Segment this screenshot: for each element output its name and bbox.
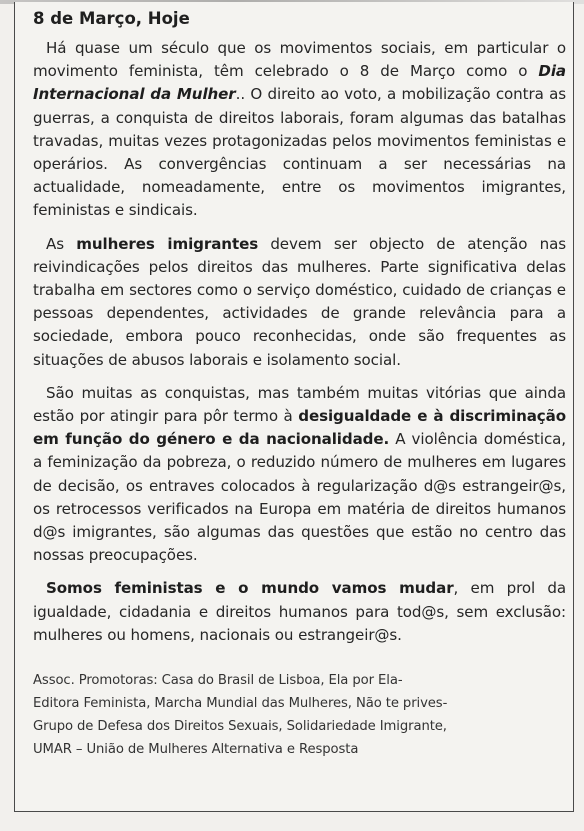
- article-title: 8 de Março, Hoje: [33, 9, 190, 28]
- paragraph-2: [33, 233, 566, 372]
- paragraph-4-text-c: , em prol da igualdade, cidadania e direitos humanos para tod@s, sem exclusão: mulheres ou homens, nacionais ou estrangeir@s.: [33, 579, 566, 644]
- paragraph-2-text-a: As: [46, 234, 77, 253]
- paragraph-1-text-c: .. O direito ao voto, a mobilização contra as guerras, a conquista de direitos laborais, foram algumas das batalhas travadas, muitas vezes protagonizadas pelos movimentos feministas e operários. As convergências continuam a ser necessárias na actualidade, nomeadamente, entre os movimentos imigrantes, feministas e sindicais.: [33, 85, 566, 220]
- paragraph-4-emphasis: Somos feministas e o mundo vamos mudar: [46, 579, 454, 598]
- paragraph-2-emphasis: mulheres imigrantes: [76, 234, 259, 253]
- promoters-line: Assoc. Promotoras: Casa do Brasil de Lisboa, Ela por Ela-: [33, 673, 403, 689]
- paragraph-4: [33, 577, 566, 647]
- paragraph-3-text-a: São muitas as conquistas, mas também muitas vitórias que ainda estão por atingir para pôr termo à: [33, 383, 566, 426]
- paragraph-2-text-c: devem ser objecto de atenção nas reivindicações pelos direitos das mulheres. Parte significativa delas trabalha em sectores como o serviço doméstico, cuidado de crianças e pessoas dependentes, actividades de grande relevância para a sociedade, embora pouco reconhecidas, onde são frequentes as situações de abusos laborais e isolamento social.: [33, 234, 566, 369]
- paragraph-1-text-a: Há quase um século que os movimentos sociais, em particular o movimento feminista, têm celebrado o 8 de Março como o: [33, 39, 566, 81]
- paragraph-3-emphasis: desigualdade e à discriminação em função do género e da nacionalidade.: [33, 407, 566, 449]
- paragraph-1: [33, 37, 566, 223]
- paragraph-3: [33, 382, 566, 568]
- paragraph-1-emphasis: Dia Internacional da Mulher: [33, 62, 566, 104]
- promoters-line: Editora Feminista, Marcha Mundial das Mulheres, Não te prives-: [33, 696, 448, 712]
- paragraph-3-text-c: A violência doméstica, a feminização da pobreza, o reduzido número de mulheres em lugares de decisão, os entraves colocados à regularização d@s estrangeir@s, os retrocessos verificados na Europa em matéria de direitos humanos d@s imigrantes, são algumas das questões que estão no centro das nossas preocupações.: [33, 430, 566, 565]
- promoters-line: UMAR – União de Mulheres Alternativa e Resposta: [33, 742, 359, 758]
- promoters-list: [33, 669, 566, 761]
- article: [33, 8, 566, 761]
- promoters-line: Grupo de Defesa dos Direitos Sexuais, Solidariedade Imigrante,: [33, 719, 447, 735]
